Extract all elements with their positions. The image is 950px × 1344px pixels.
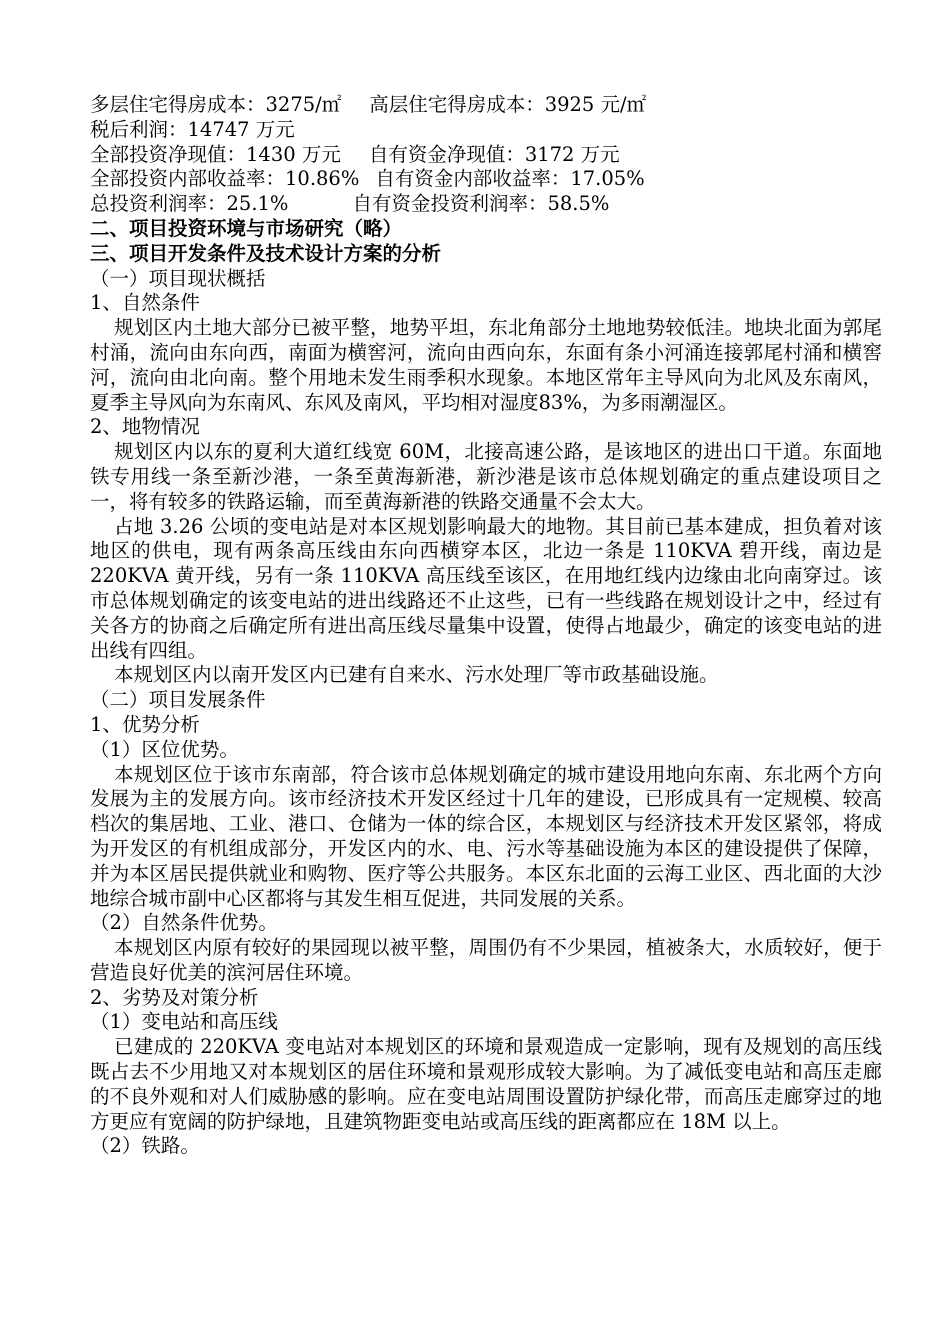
- item-title-location: （1）区位优势。: [90, 737, 239, 761]
- after-tax-profit: 税后利润：14747 万元: [90, 117, 295, 141]
- paragraph-location: 本规划区位于该市东南部，符合该市总体规划确定的城市建设用地向东南、东北两个方向发展为主的发展方向。该市经济技术开发区经过十几年的建设，已形成具有一定规模、较高档次的集居地、工业、港口、仓储为一体的综合区，本规划区与经济技术开发区紧邻，将成为开发区的有机组成部分，开发区内的水、电、污水等基础设施为本区的建设提供了保障，并为本区居民提供就业和购物、医疗等公共服务。本区东北面的云海工业区、西北面的大沙地综合城市副中心区都将与其发生相互促进，共同发展的关系。: [90, 762, 882, 910]
- section-heading-3: 三、项目开发条件及技术设计方案的分析: [90, 241, 442, 265]
- item-title-disadvantages: 2、劣势及对策分析: [90, 985, 259, 1009]
- paragraph-ground-1: 规划区内以东的夏利大道红线宽 60M，北接高速公路，是该地区的进出口干道。东面地铁专用线一条至新沙港，一条至黄海新港，新沙港是该市总体规划确定的重点建设项目之一，将有较多的铁路运输，而至黄海新港的铁路交通量不会太大。: [90, 440, 882, 513]
- document-page: [90, 93, 882, 1159]
- summary-line-npv: [90, 143, 882, 168]
- paragraph-ground-3: 本规划区内以南开发区内已建有自来水、污水处理厂等市政基础设施。: [114, 663, 719, 687]
- paragraph-natural: 规划区内土地大部分已被平整，地势平坦，东北角部分土地地势较低洼。地块北面为郭尾村涌，流向由东向西，南面为横窖河，流向由西向东，东面有条小河涌连接郭尾村涌和横窖河，流向由北向南。整个用地未发生雨季积水现象。本地区常年主导风向为北风及东南风，夏季主导风向为东南风、东风及南风，平均相对湿度83%，为多雨潮湿区。: [90, 316, 882, 414]
- item-title-nature-advantage: （2）自然条件优势。: [90, 911, 278, 935]
- paragraph-substation: 已建成的 220KVA 变电站对本规划区的环境和景观造成一定影响，现有及规划的高压线既占去不少用地又对本规划区的居住环境和景观形成较大影响。为了减低变电站和高压走廊的不良外观和对人们威胁感的影响。应在变电站周围设置防护绿化带，而高压走廊穿过的地方更应有宽阔的防护绿地，且建筑物距变电站或高压线的距离都应在 18M 以上。: [90, 1035, 882, 1133]
- summary-line-roi: [90, 192, 882, 217]
- summary-line-cost: [90, 93, 882, 118]
- summary-line-profit: [90, 118, 882, 143]
- paragraph-ground-2: 占地 3.26 公顷的变电站是对本区规划影响最大的地物。其目前已基本建成，担负着对该地区的供电，现有两条高压线由东向西横穿本区，北边一条是 110KVA 碧开线，南边是 220KVA 黄开线，另有一条 110KVA 高压线至该区，在用地红线内边缘由北向南穿过。该市总体规划确定的该变电站的进出线路还不止这些，已有一些线路在规划设计之中，经过有关各方的协商之后确定所有进出高压线尽量集中设置，使得占地最少，确定的该变电站的进出线有四组。: [90, 514, 882, 662]
- subsection-title-status: （一）项目现状概括: [90, 266, 266, 290]
- npv-own-capital: 自有资金净现值：3172 万元: [368, 142, 620, 166]
- item-title-advantages: 1、优势分析: [90, 712, 200, 736]
- paragraph-nature-advantage: 本规划区内原有较好的果园现以被平整，周围仍有不少果园，植被条大，水质较好，便于营造良好优美的滨河居住环境。: [90, 936, 882, 984]
- item-title-railway: （2）铁路。: [90, 1134, 200, 1158]
- irr-all-investment: 全部投资内部收益率：10.86%: [90, 167, 360, 191]
- roi-own-capital: 自有资金投资利润率：58.5%: [352, 192, 610, 216]
- subsection-title-conditions: （二）项目发展条件: [90, 688, 266, 712]
- high-rise-cost: 高层住宅得房成本：3925 元/㎡: [369, 93, 647, 116]
- multi-storey-cost: 多层住宅得房成本：3275/㎡: [90, 93, 342, 116]
- section-heading-2: 二、项目投资环境与市场研究（略）: [90, 216, 403, 240]
- npv-all-investment: 全部投资净现值：1430 万元: [90, 142, 341, 166]
- item-title-substation: （1）变电站和高压线: [90, 1010, 278, 1034]
- item-title-natural: 1、自然条件: [90, 291, 200, 315]
- irr-own-capital: 自有资金内部收益率：17.05%: [375, 167, 645, 191]
- roi-total-investment: 总投资利润率：25.1%: [90, 192, 289, 216]
- summary-line-irr: [90, 167, 882, 192]
- item-title-ground: 2、地物情况: [90, 415, 200, 439]
